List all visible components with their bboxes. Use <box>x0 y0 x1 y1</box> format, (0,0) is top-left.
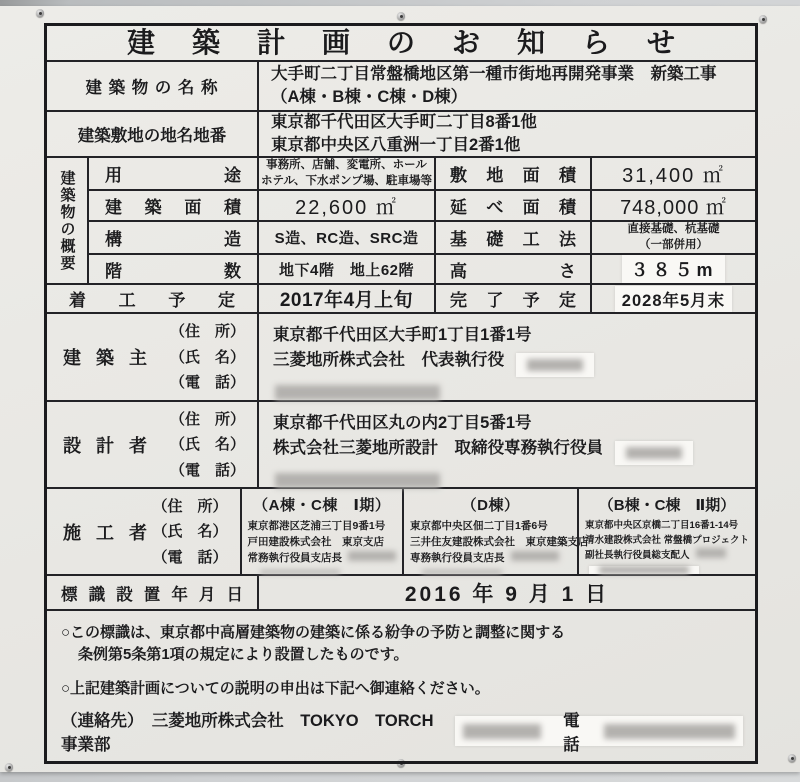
contact-redacted-sticker <box>455 712 744 754</box>
overview-side-label: 建築物の概要 <box>58 169 76 272</box>
contractor-a-company: 戸田建設株式会社 東京支店 <box>247 536 385 549</box>
total-floor-area-label: 延べ面積 <box>450 198 576 218</box>
contact-phone-label: 電話 <box>563 712 580 754</box>
owner-name-redacted <box>516 353 594 377</box>
owner-row <box>47 312 755 400</box>
foundation-line1: 直接基礎、杭基礎 <box>627 223 720 236</box>
owner-label-cell <box>47 314 257 400</box>
contractor-b-title-line <box>585 548 749 563</box>
contact-line <box>61 707 743 755</box>
paren-name: （氏 名） <box>152 523 228 541</box>
contractor-d-company: 三井住友建設株式会社 東京建築支店 <box>410 536 589 549</box>
contact-dept-redacted <box>463 724 542 739</box>
owner-company: 三菱地所株式会社 代表執行役 <box>273 351 504 370</box>
contractor-b-name-redacted <box>696 548 726 558</box>
designer-paren-labels <box>170 407 245 484</box>
site-area-label-cell <box>434 158 590 189</box>
foundation-label: 基礎工法 <box>450 230 576 250</box>
site-address-value <box>257 112 755 156</box>
foundation-label-cell <box>434 222 590 253</box>
height-value-cell <box>590 255 755 283</box>
designer-company: 株式会社三菱地所設計 取締役専務執行役員 <box>273 439 603 458</box>
height-label-cell <box>434 255 590 283</box>
usage-label-cell <box>87 158 257 189</box>
owner-label: 建 築 主 <box>63 348 153 369</box>
contractor-col-b <box>577 489 755 574</box>
site-area-value: 31,400 ㎡ <box>590 158 755 189</box>
usage-label: 用途 <box>105 166 241 186</box>
contractor-d-title-line <box>410 551 571 567</box>
start-value: 2017年4月上旬 <box>257 285 434 312</box>
contractor-a-name-redacted <box>348 551 396 561</box>
paren-name: （氏 名） <box>169 348 245 366</box>
contractor-b-address: 東京都中央区京橋二丁目16番1-14号 <box>585 520 739 532</box>
contractor-d-phone-redacted <box>422 570 502 575</box>
floors-label: 階数 <box>105 261 241 281</box>
overview-row-structure <box>87 220 755 253</box>
contractor-a-phone-redacted <box>260 570 340 575</box>
sign-date-label: 標識設置年月日 <box>61 585 243 604</box>
building-name-label: 建 築 物 の 名 称 <box>85 79 219 97</box>
redaction-blur <box>626 447 682 459</box>
overview-grid <box>87 158 755 283</box>
owner-value-cell <box>257 314 755 400</box>
structure-value: S造、RC造、SRC造 <box>257 222 434 253</box>
designer-phone-redacted <box>275 473 440 488</box>
paren-phone: （電 話） <box>169 461 245 479</box>
height-value-sticker: ３８５m <box>622 255 724 283</box>
end-label: 完了予定 <box>450 291 576 311</box>
contact-prefix: （連絡先） 三菱地所株式会社 TOKYO TORCH 事業部 <box>61 712 434 754</box>
construction-notice-board <box>0 6 800 772</box>
contact-phone-redacted <box>604 724 735 739</box>
redaction-blur <box>527 359 583 371</box>
designer-value-cell <box>257 402 755 487</box>
overview-side-label-cell <box>47 158 87 283</box>
screw-icon <box>397 12 405 20</box>
site-address-line1: 東京都千代田区大手町二丁目8番1他 <box>271 112 537 131</box>
schedule-row <box>47 283 755 312</box>
contractor-a-title-line <box>248 551 397 567</box>
contractor-b-company: 清水建設株式会社 常盤橋プロジェクト <box>585 534 749 546</box>
screw-icon <box>788 754 796 762</box>
designer-name-redacted <box>615 441 693 465</box>
paren-address: （住 所） <box>169 410 245 428</box>
sign-frame <box>44 23 758 764</box>
overview-row-floors <box>87 253 755 283</box>
site-address-label: 建築敷地の地名地番 <box>77 127 227 145</box>
floors-value: 地下4階 地上62階 <box>257 255 434 283</box>
contractor-label-cell <box>47 489 240 574</box>
end-value-cell <box>590 285 755 312</box>
contractor-d-heading: （D棟） <box>461 497 520 515</box>
owner-name-line <box>273 348 741 377</box>
screw-icon <box>36 9 44 17</box>
owner-paren-labels <box>170 319 245 396</box>
sign-date-label-cell <box>47 576 257 608</box>
paren-phone: （電 話） <box>169 374 245 392</box>
screw-icon <box>759 15 767 23</box>
designer-address: 東京都千代田区丸の内2丁目5番1号 <box>273 414 532 433</box>
paren-phone: （電 話） <box>152 548 228 566</box>
note1-line2: 条例第5条第1項の規定により設置したものです。 <box>78 645 409 663</box>
contractor-row <box>47 487 755 574</box>
contractor-a-title: 常務執行役員支店長 <box>247 551 343 564</box>
contractor-paren-labels <box>153 494 228 571</box>
designer-name-line <box>273 436 741 465</box>
note1-line1: ○この標識は、東京都中高層建築物の建築に係る紛争の予防と調整に関する <box>61 623 566 641</box>
designer-row <box>47 400 755 487</box>
building-area-label: 建築面積 <box>105 198 241 218</box>
paren-address: （住 所） <box>152 497 228 515</box>
end-value-sticker: 2028年5月末 <box>615 286 732 312</box>
site-address-line2: 東京都中央区八重洲一丁目2番1他 <box>271 136 521 154</box>
paren-address: （住 所） <box>169 323 245 341</box>
building-overview-section <box>47 156 755 283</box>
contractor-label: 施 工 者 <box>63 522 153 543</box>
building-area-label-cell <box>87 191 257 220</box>
contractor-b-title: 副社長執行役員総支配人 <box>585 549 690 561</box>
owner-phone-redacted <box>275 385 440 400</box>
designer-label-cell <box>47 402 257 487</box>
height-label: 高さ <box>450 261 576 281</box>
contractor-col-a <box>240 489 403 574</box>
contractor-a-heading: （A棟・C棟 Ⅰ期） <box>253 497 391 515</box>
building-name-line2: （A棟・B棟・C棟・D棟） <box>271 88 468 106</box>
start-label-cell <box>47 285 257 312</box>
note2-line1: ○上記建築計画についての説明の申出は下記へ御連絡ください。 <box>61 680 490 698</box>
building-area-value: 22,600 ㎡ <box>257 191 434 220</box>
contractor-b-heading: （B棟・C棟 Ⅱ期） <box>598 497 736 515</box>
foundation-value <box>590 222 755 253</box>
screw-icon <box>5 763 13 771</box>
owner-address: 東京都千代田区大手町1丁目1番1号 <box>273 326 532 345</box>
title-row <box>47 26 755 60</box>
floors-label-cell <box>87 255 257 283</box>
structure-label-cell <box>87 222 257 253</box>
start-label: 着工予定 <box>69 291 235 311</box>
contractor-b-phone-redacted <box>589 566 699 574</box>
contractor-col-d <box>402 489 589 574</box>
usage-line1: 事務所、店舗、変電所、ホール <box>266 159 427 171</box>
structure-label: 構造 <box>105 230 241 250</box>
contractor-d-title: 専務執行役員支店長 <box>410 551 505 564</box>
building-name-line1: 大手町二丁目常盤橋地区第一種市街地再開発事業 新築工事 <box>271 64 717 83</box>
site-address-row <box>47 110 755 156</box>
foundation-line2: （一部併用） <box>639 238 708 251</box>
overview-row-usage <box>87 158 755 189</box>
usage-line2: ホテル、下水ポンプ場、駐車場等 <box>260 174 432 187</box>
redaction-blur <box>599 566 689 574</box>
contractor-d-name-redacted <box>511 551 559 561</box>
site-area-label: 敷地面積 <box>450 166 576 186</box>
contractor-a-address: 東京都港区芝浦三丁目9番1号 <box>247 520 386 533</box>
footer-notes <box>47 609 755 761</box>
page-title: 建 築 計 画 の お 知 ら せ <box>127 27 675 58</box>
designer-label: 設 計 者 <box>63 435 153 456</box>
overview-row-area <box>87 189 755 220</box>
paren-name: （氏 名） <box>169 436 245 454</box>
sign-date-value: 2016 年 9 月 1 日 <box>257 576 755 608</box>
usage-value <box>257 158 434 189</box>
sign-date-row <box>47 574 755 608</box>
total-floor-area-label-cell <box>434 191 590 220</box>
end-label-cell <box>434 285 590 312</box>
total-floor-area-value: 748,000 ㎡ <box>590 191 755 220</box>
contractor-d-address: 東京都中央区佃二丁目1番6号 <box>410 520 548 533</box>
building-name-row <box>47 60 755 110</box>
building-name-value <box>257 62 755 110</box>
